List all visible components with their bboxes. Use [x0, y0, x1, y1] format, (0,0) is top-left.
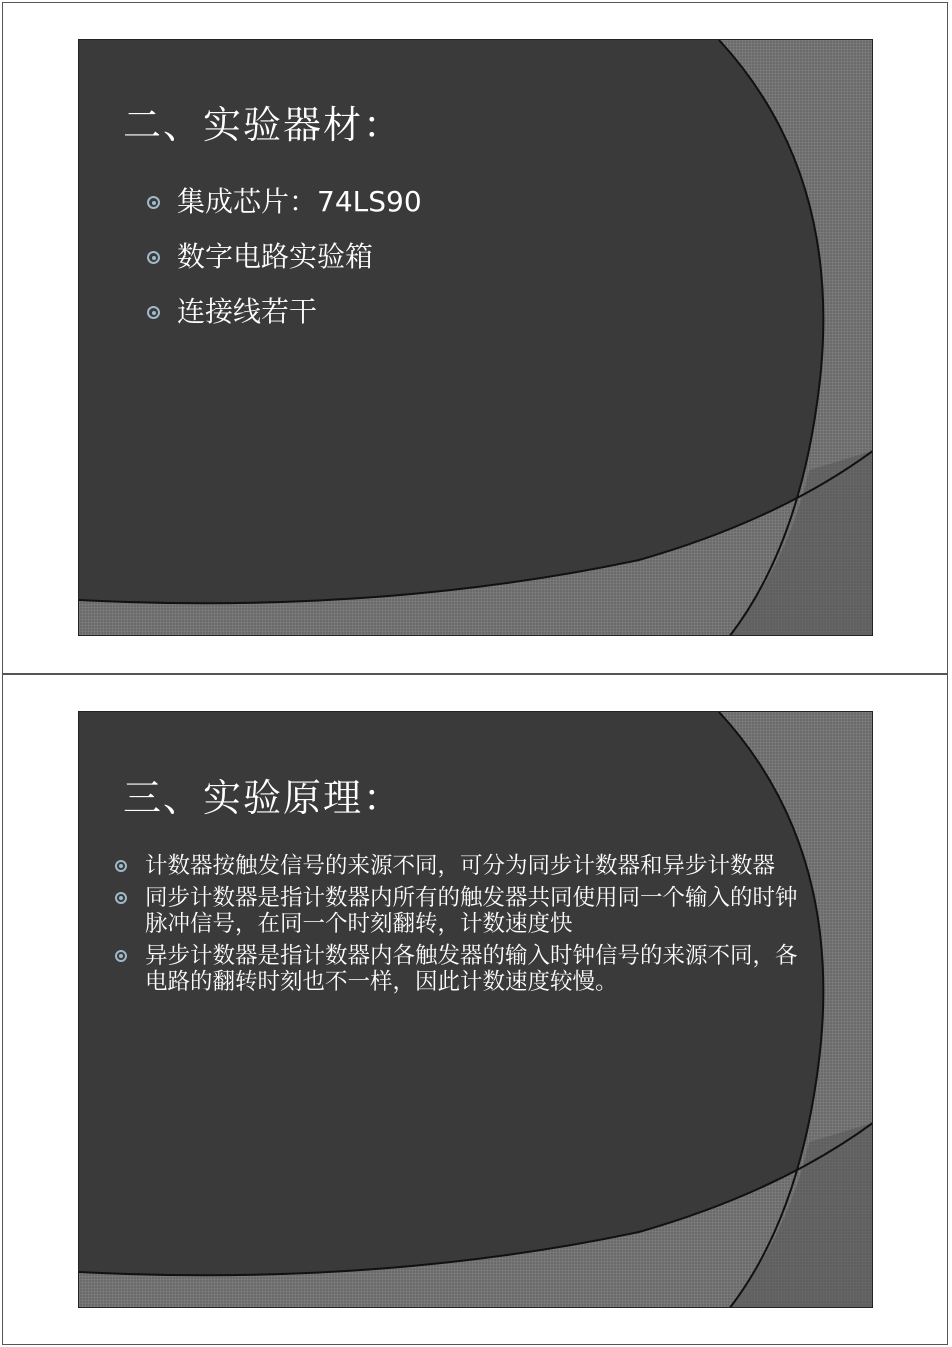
bullet-text: 同步计数器是指计数器内所有的触发器共同使用同一个输入的时钟脉冲信号，在同一个时刻翻转，计数速度快 [145, 885, 798, 937]
circled-dot-icon [147, 306, 160, 319]
circled-dot-icon [115, 892, 127, 904]
list-item [147, 294, 422, 349]
circled-dot-icon [147, 196, 160, 209]
bullet-text: 集成芯片：74LS90 [177, 185, 422, 218]
list-item [115, 885, 815, 937]
slide-title: 二、实验器材： [123, 103, 404, 147]
slide-title: 三、实验原理： [123, 776, 404, 820]
bullet-text: 数字电路实验箱 [177, 240, 374, 273]
bullet-text: 连接线若干 [177, 295, 318, 328]
circled-dot-icon [147, 251, 160, 264]
list-item [115, 943, 815, 995]
list-item [115, 853, 815, 879]
bullet-list [147, 184, 422, 349]
list-item [147, 184, 422, 239]
bullet-text: 异步计数器是指计数器内各触发器的输入时钟信号的来源不同，各电路的翻转时刻也不一样，因此计数速度较慢。 [145, 943, 798, 995]
slide-equipment [78, 39, 873, 636]
slide-principle [78, 711, 873, 1308]
bullet-text: 计数器按触发信号的来源不同，可分为同步计数器和异步计数器 [145, 853, 776, 879]
list-item [147, 239, 422, 294]
bullet-list [115, 853, 815, 1001]
circled-dot-icon [115, 860, 127, 872]
circled-dot-icon [115, 950, 127, 962]
